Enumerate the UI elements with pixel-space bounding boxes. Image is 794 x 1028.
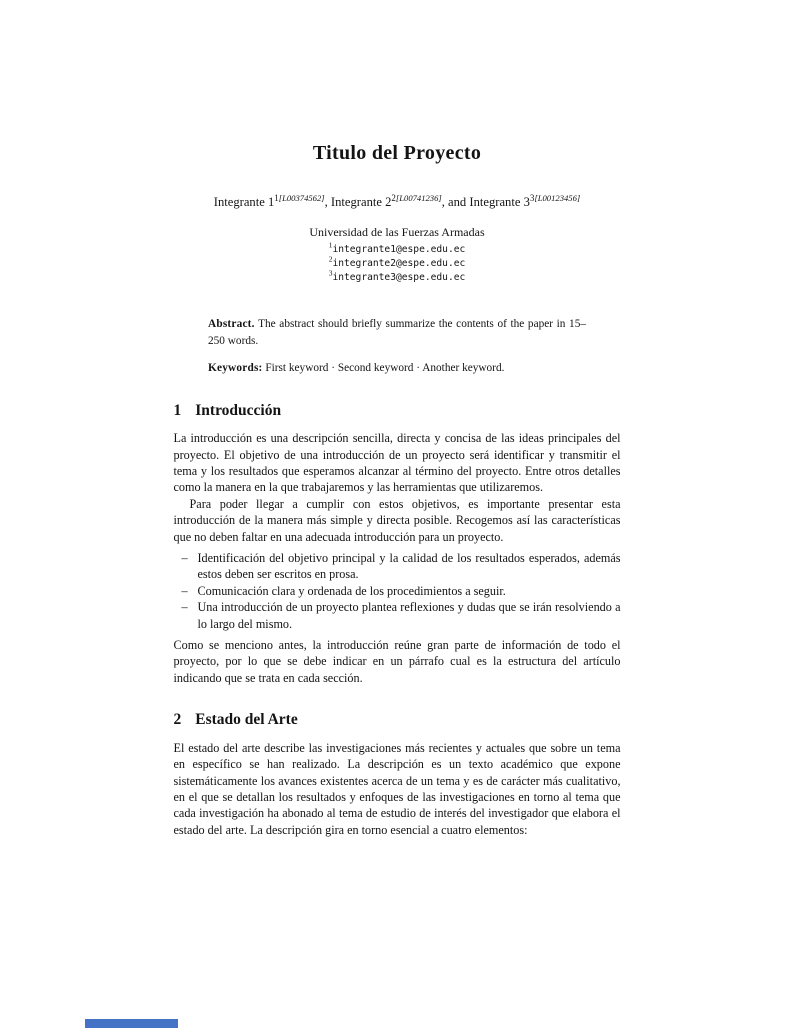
author-name: Integrante 1 [213,195,275,209]
author-superscript [274,193,324,203]
email-superscript: 1 [328,240,333,250]
author-separator: , and [441,195,470,209]
paragraph: Como se menciono antes, la introducción reúne gran parte de información de todo el proyecto, por lo que se debe indicar en un párrafo cual es la estructura del artículo indicando que se trata en cada sección. [173,638,621,685]
author-superscript [530,193,580,203]
section-heading-introduccion [174,403,621,419]
dash-bullet: – [181,583,188,598]
author-id: [L00741236] [395,192,442,203]
email-address: integrante3@espe.edu.ec [332,272,466,283]
author-inst-number: 2 [391,192,396,203]
section-title: Estado del Arte [195,711,298,729]
abstract-text: The abstract should briefly summarize the contents of the paper in 15–250 words. [208,318,586,347]
authors-line [0,192,794,210]
email-line [0,240,794,257]
author-id: [L00374562] [278,192,325,203]
email-line [0,268,794,285]
author-superscript [391,193,441,203]
keywords-text: First keyword · Second keyword · Another keyword. [265,362,505,375]
list-item [182,550,621,583]
keywords-line [208,360,586,377]
abstract-label: Abstract. [208,318,255,330]
abstract-block [208,316,586,377]
dash-bullet: – [181,600,188,615]
bullet-list [174,550,621,632]
author-separator: , [324,195,331,209]
emails-block [0,240,794,285]
paper-title: Titulo del Proyecto [312,142,482,164]
author-inst-number: 3 [529,192,535,203]
list-item [182,583,621,599]
bottom-blue-bar [85,1019,178,1028]
dash-bullet: – [181,551,188,566]
list-item [182,599,621,632]
author-name: Integrante 3 [469,195,530,209]
abstract-paragraph [208,316,586,349]
list-item-text: Una introducción de un proyecto plantea reflexiones y dudas que se irán resolviendo a lo largo del mismo. [197,600,621,631]
paper-body [174,403,621,838]
paragraph: El estado del arte describe las investigaciones más recientes y actuales que sobre un tema en específico se han realizado. La descripción es un texto académico que expone sistemáticamente los avances existentes acerca de un tema y es de carácter más cualitativo, en el que se detallan los resultados y enfoques de las investigaciones en torno al tema que cada investigación ha abonado al tema de estudio de interés del investigador que elabora el estado del arte. La descripción gira en torno esencial a cuatro elementos: [173,740,621,837]
paragraph: Para poder llegar a cumplir con estos objetivos, es importante presentar esta introducción de la manera más simple y directa posible. Recogemos así las características que no deben faltar en una adecuada introducción para un proyecto. [173,496,621,544]
section-number: 2 [173,711,182,729]
author-inst-number: 1 [274,192,279,203]
section-number: 1 [173,401,182,419]
email-superscript: 2 [328,254,333,264]
list-item-text: Identificación del objetivo principal y la calidad de los resultados esperados, además estos deben ser escritos en prosa. [197,551,621,582]
keywords-label: Keywords: [208,362,263,375]
email-address: integrante2@espe.edu.ec [332,258,466,269]
author-id: [L00123456] [534,192,581,203]
section-heading-estado-del-arte [174,712,621,728]
author-name: Integrante 2 [330,195,392,209]
section-title: Introducción [195,401,282,419]
email-line [0,254,794,271]
paragraph: La introducción es una descripción sencilla, directa y concisa de las ideas principales del proyecto. El objetivo de una introducción de un proyecto será identificar y transmitir el tema y los resultados que esperamos alcanzar al término del proyecto. Entre otros detalles como la manera en la que trabajaremos y las herramientas que utilizaremos. [173,431,621,495]
email-superscript: 3 [328,268,333,278]
affiliation: Universidad de las Fuerzas Armadas [309,225,485,239]
email-address: integrante1@espe.edu.ec [332,244,466,255]
list-item-text: Comunicación clara y ordenada de los procedimientos a seguir. [197,583,506,598]
